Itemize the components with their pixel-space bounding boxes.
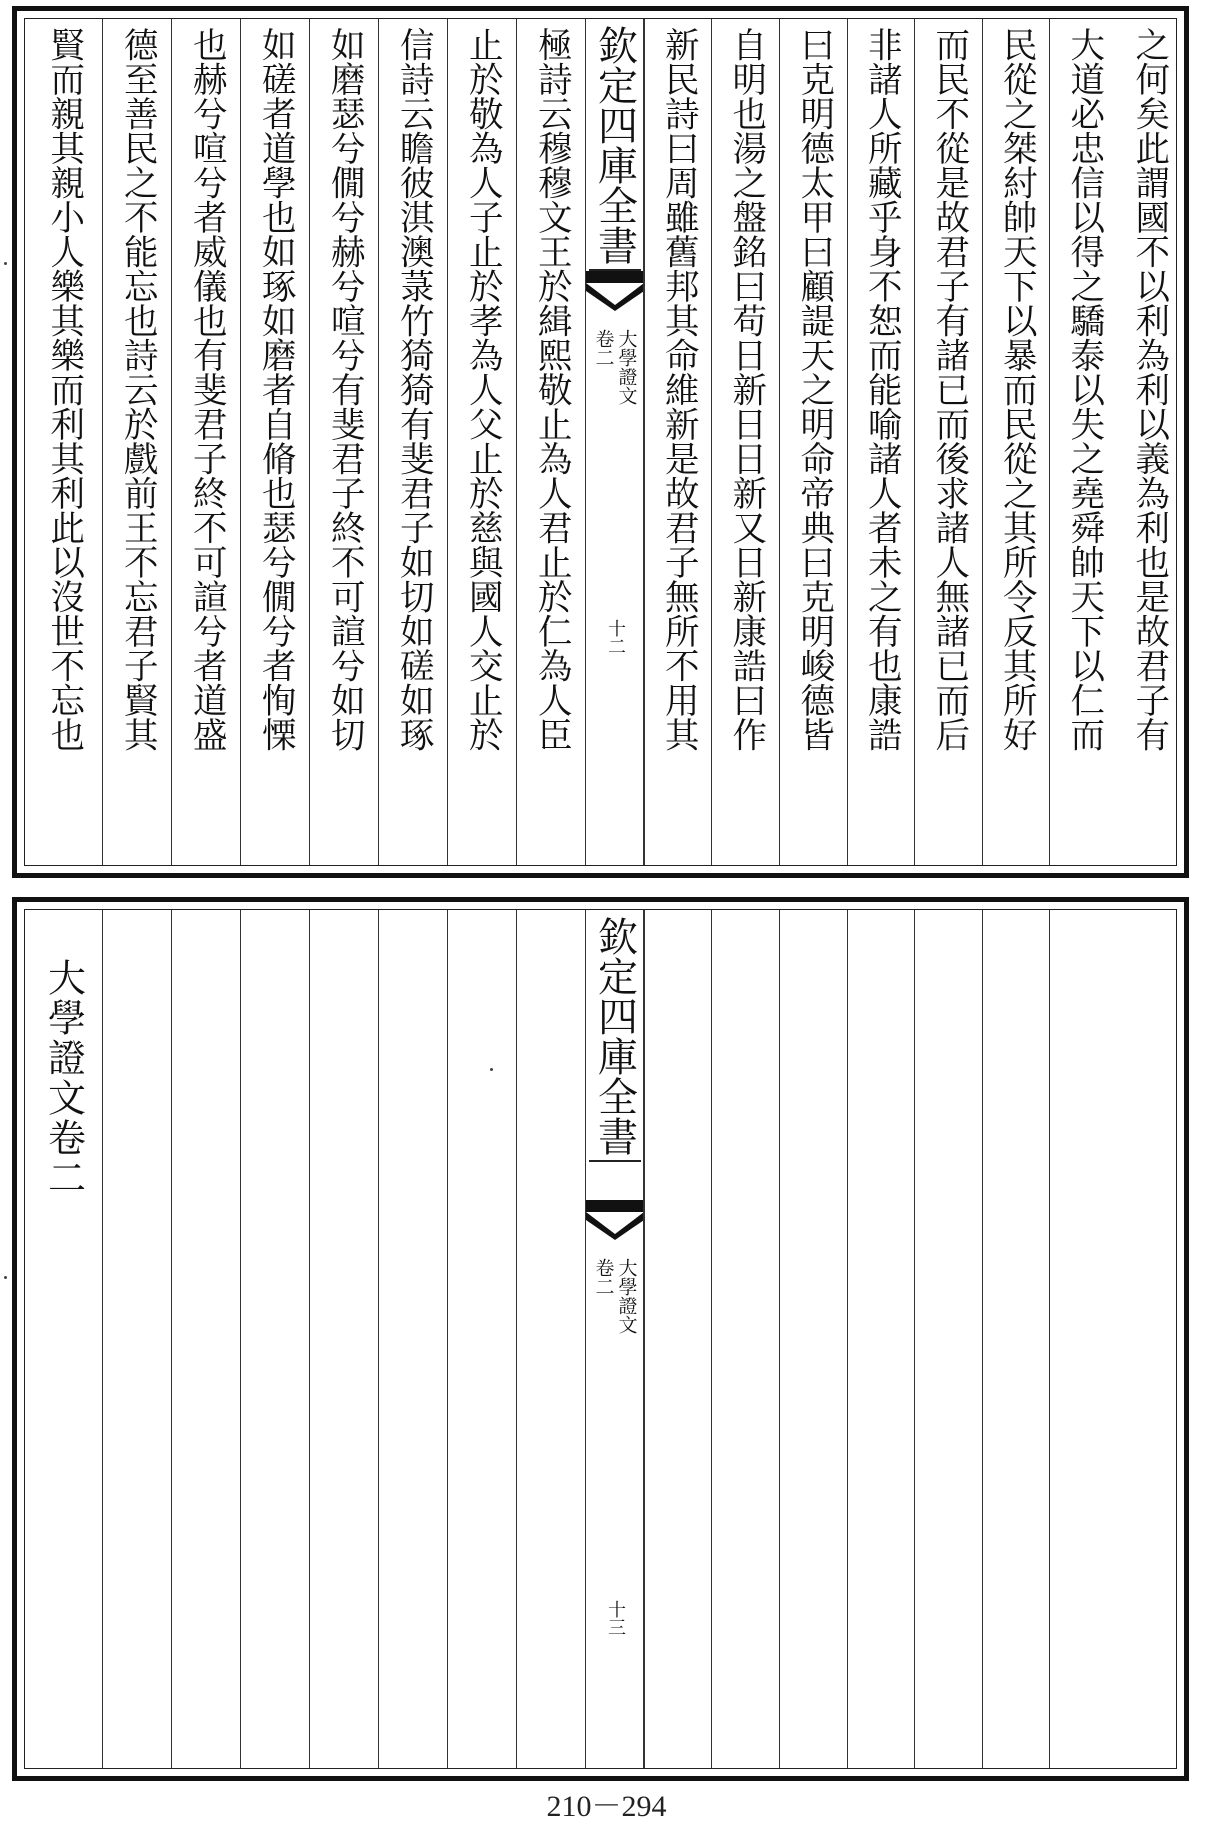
- empty-column: [240, 910, 309, 1768]
- empty-column: [711, 910, 779, 1768]
- empty-column: [914, 910, 982, 1768]
- closing-title: 大學證文卷二: [41, 958, 86, 1198]
- column-text: 信詩云瞻彼淇澳菉竹猗猗有斐君子如切如磋如琢: [393, 27, 434, 752]
- empty-column: [171, 910, 240, 1768]
- column-text: 也赫兮喧兮者威儀也有斐君子終不可諠兮者道盛: [186, 27, 227, 752]
- empty-column: [102, 910, 171, 1768]
- text-column: [982, 19, 1049, 865]
- text-column: [309, 19, 378, 865]
- center-fold-column: [585, 910, 644, 1768]
- empty-column: [1117, 910, 1180, 1768]
- section-name: 大學證文: [615, 1258, 638, 1334]
- page-number: 十三: [605, 1600, 626, 1636]
- fish-tail-icon: [586, 1200, 644, 1240]
- text-column: [847, 19, 914, 865]
- volume-name: 卷二: [592, 1258, 615, 1296]
- column-text: 賢而親其親小人樂其樂而利其利此以沒世不忘也: [43, 27, 84, 752]
- column-text: 自明也湯之盤銘曰苟日新日日新又日新康誥曰作: [725, 27, 766, 752]
- lower-page-frame: [24, 909, 1177, 1769]
- center-fold-column: [585, 19, 644, 865]
- column-text: 之何矣此謂國不以利為利以義為利也是故君子有: [1128, 27, 1169, 752]
- scan-speck: [490, 1068, 493, 1071]
- empty-column: [1049, 910, 1117, 1768]
- text-column: [25, 19, 102, 865]
- text-column: [644, 19, 711, 865]
- text-column: [1117, 19, 1180, 865]
- column-text: 極詩云穆穆文王於緝熙敬止為人君止於仁為人臣: [531, 27, 572, 752]
- footer-page-id: 210－294: [546, 1790, 667, 1823]
- text-column: [516, 19, 585, 865]
- text-column: [171, 19, 240, 865]
- empty-column: [779, 910, 847, 1768]
- text-column: [378, 19, 447, 865]
- text-column: [447, 19, 516, 865]
- column-text: 非諸人所藏乎身不恕而能喻諸人者未之有也康誥: [861, 27, 902, 752]
- section-labels: [594, 1258, 636, 1334]
- column-text: 而民不從是故君子有諸已而後求諸人無諸已而后: [928, 27, 969, 752]
- column-text: 曰克明德太甲曰顧諟天之明命帝典曰克明峻德皆: [793, 27, 834, 752]
- section-name: 大學證文: [615, 329, 638, 405]
- text-column: [779, 19, 847, 865]
- empty-column: [447, 910, 516, 1768]
- empty-column: [516, 910, 585, 1768]
- text-column: [102, 19, 171, 865]
- text-column: [914, 19, 982, 865]
- upper-page: [12, 6, 1189, 878]
- page-number: 十二: [605, 619, 626, 655]
- book-title: 欽定四庫全書: [589, 910, 641, 1162]
- empty-column: [378, 910, 447, 1768]
- upper-page-frame: [24, 18, 1177, 866]
- empty-column: [982, 910, 1049, 1768]
- lower-page: [12, 897, 1189, 1781]
- book-title: 欽定四庫全書: [589, 19, 641, 271]
- empty-column: [644, 910, 711, 1768]
- text-column: [1049, 19, 1117, 865]
- column-text: 止於敬為人子止於孝為人父止於慈與國人交止於: [462, 27, 503, 752]
- column-text: 如磨瑟兮僩兮赫兮喧兮有斐君子終不可諠兮如切: [324, 27, 365, 752]
- empty-column: [847, 910, 914, 1768]
- section-labels: [594, 329, 636, 405]
- scan-speck: [4, 262, 7, 265]
- closing-title-column: [25, 910, 102, 1768]
- column-text: 如磋者道學也如琢如磨者自脩也瑟兮僩兮者恂慄: [255, 27, 296, 752]
- volume-name: 卷二: [592, 329, 615, 367]
- column-text: 大道必忠信以得之驕泰以失之堯舜帥天下以仁而: [1063, 27, 1104, 752]
- text-column: [240, 19, 309, 865]
- column-text: 新民詩曰周雖舊邦其命維新是故君子無所不用其: [658, 27, 699, 752]
- column-text: 民從之桀紂帥天下以暴而民從之其所令反其所好: [996, 27, 1037, 752]
- scan-speck: [4, 1276, 7, 1279]
- column-text: 德至善民之不能忘也詩云於戲前王不忘君子賢其: [117, 27, 158, 752]
- text-column: [711, 19, 779, 865]
- fish-tail-icon: [586, 271, 644, 311]
- empty-column: [309, 910, 378, 1768]
